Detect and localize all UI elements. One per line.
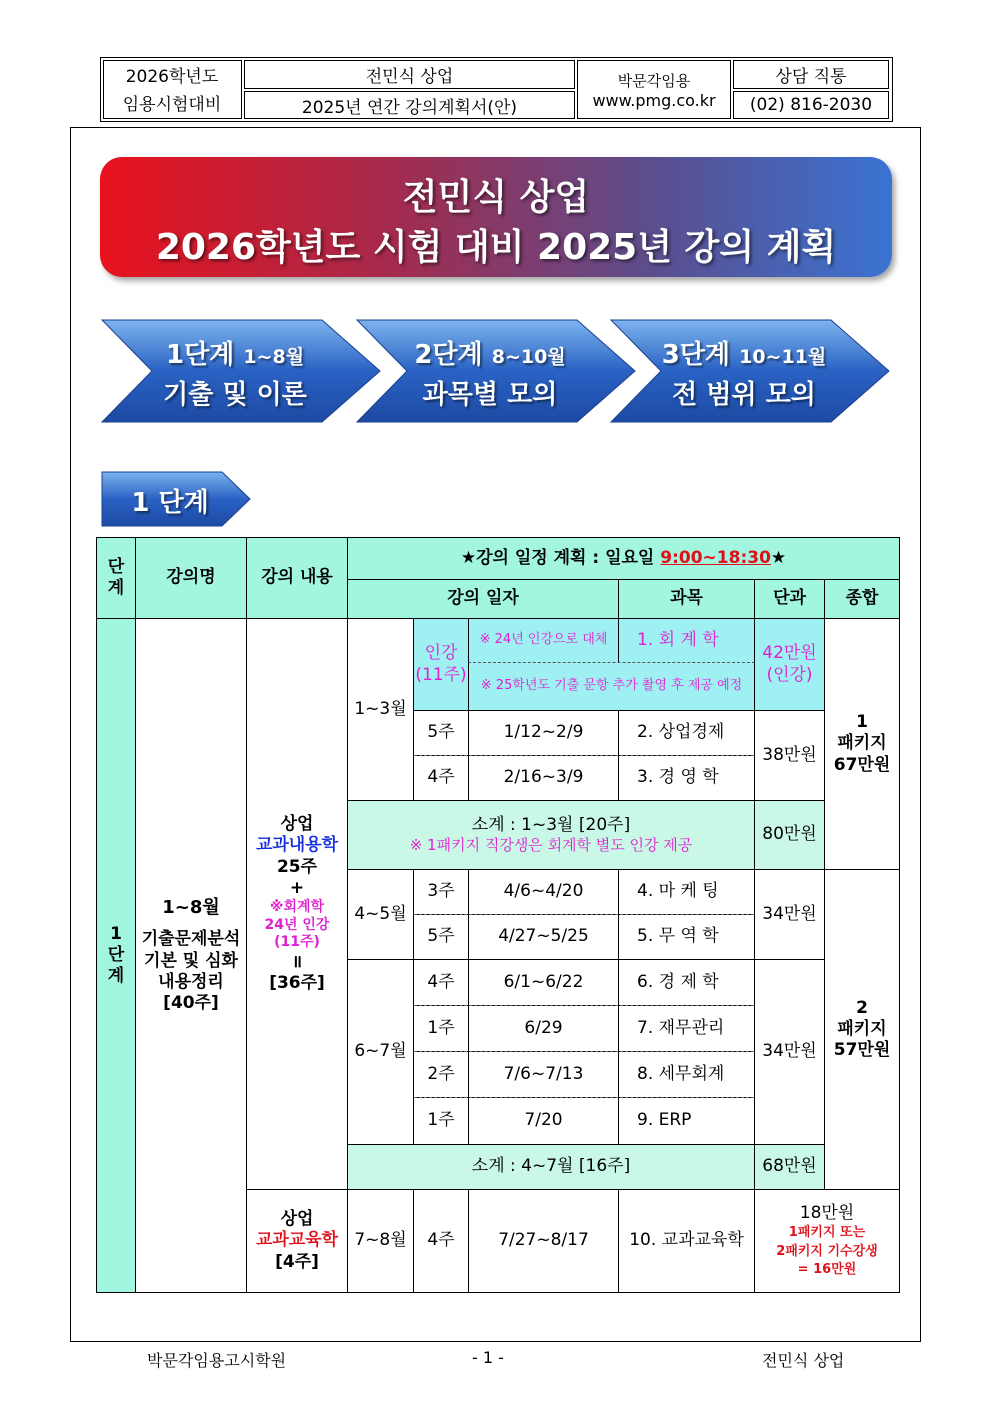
content-1-d: ※회계학 24년 인강 (11주) — [264, 899, 330, 950]
row-2-dates: 2/16~3/9 — [468, 755, 619, 801]
row-3-subject: 4. 마 케 팅 — [618, 869, 755, 915]
stage-3-arrow — [609, 318, 891, 424]
row-6-subject: 7. 재무관리 — [618, 1005, 755, 1052]
stage-2-period: 8~10월 — [491, 346, 566, 368]
row-3-dates: 4/6~4/20 — [468, 869, 619, 915]
th-schedule-suffix: ★ — [770, 547, 787, 568]
header-title-line2: 2025년 연간 강의계획서(안) — [244, 91, 575, 119]
row-5-dates: 6/1~6/22 — [468, 959, 619, 1006]
divider — [414, 1005, 754, 1006]
online-label: 인강 (11주) — [413, 618, 469, 711]
section-label-arrow — [100, 470, 252, 528]
th-stage: 단 계 — [96, 537, 136, 619]
content-1-b: 교과내용학 — [255, 835, 339, 856]
row-2-weeks: 4주 — [413, 755, 469, 801]
row-8-subject: 9. ERP — [618, 1097, 755, 1145]
row-9-subject: 10. 교과교육학 — [618, 1189, 755, 1293]
price-subtotal-2: 68만원 — [754, 1144, 825, 1190]
content-1-c: 25주 + — [276, 856, 318, 898]
online-subject: 1. 회 계 학 — [618, 618, 755, 663]
divider — [414, 1097, 754, 1098]
section-label: 1 단계 — [131, 488, 209, 518]
row-7-subject: 8. 세무회계 — [618, 1051, 755, 1098]
title-banner — [100, 157, 892, 277]
header-year-line1: 2026학년도 — [125, 67, 219, 87]
header-org-name: 박문각임용 — [617, 71, 691, 90]
row-4-weeks: 5주 — [413, 914, 469, 960]
subtotal-1-line2: ※ 1패키지 직강생은 회계학 별도 인강 제공 — [409, 836, 693, 855]
header-year-line2: 임용시험대비 — [122, 95, 222, 115]
course-period: 1~8월 — [162, 896, 220, 918]
month-4: 7~8월 — [347, 1189, 414, 1293]
th-dates: 강의 일자 — [347, 579, 619, 619]
row-7-weeks: 2주 — [413, 1051, 469, 1098]
stage-3-desc: 전 범위 모의 — [672, 380, 816, 410]
divider — [414, 914, 754, 915]
content-cell-1 — [246, 618, 348, 1190]
header-org — [577, 60, 731, 119]
th-schedule — [347, 537, 900, 580]
header-org-url[interactable]: www.pmg.co.kr — [592, 90, 716, 110]
content-1-a: 상업 — [280, 814, 314, 834]
footer-left: 박문각임용고시학원 — [147, 1351, 287, 1370]
row-8-weeks: 1주 — [413, 1097, 469, 1145]
row-6-weeks: 1주 — [413, 1005, 469, 1052]
price-1: 38만원 — [754, 710, 825, 801]
divider — [414, 1051, 754, 1052]
footer-right: 전민식 상업 — [762, 1351, 845, 1370]
subtotal-1 — [347, 800, 755, 870]
month-3: 6~7월 — [347, 959, 414, 1145]
banner-line2: 2026학년도 시험 대비 2025년 강의 계획 — [155, 227, 837, 268]
price-4-cell — [754, 1189, 900, 1293]
course-cell — [135, 618, 247, 1293]
content-2-c: [4주] — [275, 1251, 319, 1272]
content-2-a: 상업 — [280, 1209, 314, 1230]
th-total: 종합 — [824, 579, 900, 619]
online-note-2: ※ 25학년도 기출 문항 추가 촬영 후 제공 예정 — [468, 662, 755, 711]
package-2: 2 패키지 57만원 — [824, 869, 900, 1190]
header-contact-phone: (02) 816-2030 — [733, 91, 889, 119]
header-title-line1: 전민식 상업 — [244, 60, 575, 89]
row-6-dates: 6/29 — [468, 1005, 619, 1052]
subtotal-2: 소계 : 4~7월 [16주] — [347, 1144, 755, 1190]
th-content: 강의 내용 — [246, 537, 348, 619]
price-3: 34만원 — [754, 959, 825, 1145]
stage-1-period: 1~8월 — [243, 346, 305, 368]
price-4-note: 1패키지 또는 2패키지 기수강생 = 16만원 — [776, 1225, 878, 1277]
stage-1-desc: 기출 및 이론 — [163, 380, 307, 410]
row-8-dates: 7/20 — [468, 1097, 619, 1145]
th-course: 강의명 — [135, 537, 247, 619]
stage-2-title: 2단계 — [414, 340, 483, 370]
price-subtotal-1: 80만원 — [754, 800, 825, 870]
header-table — [100, 57, 893, 122]
header-year-box — [103, 60, 242, 119]
stage-2-arrow — [355, 318, 637, 424]
banner-line1: 전민식 상업 — [402, 177, 590, 218]
row-4-dates: 4/27~5/25 — [468, 914, 619, 960]
stage-2-desc: 과목별 모의 — [422, 380, 558, 410]
stage-3-title: 3단계 — [661, 340, 731, 370]
stage-3-period: 10~11월 — [739, 346, 827, 368]
row-4-subject: 5. 무 역 학 — [618, 914, 755, 960]
price-4: 18만원 — [799, 1203, 855, 1224]
course-desc: 기출문제분석 기본 및 심화 내용정리 [40주] — [141, 929, 241, 1013]
stage-1-arrow — [100, 318, 382, 424]
row-2-subject: 3. 경 영 학 — [618, 755, 755, 801]
th-schedule-time: 9:00~18:30 — [660, 547, 771, 568]
online-price: 42만원 (인강) — [754, 618, 825, 711]
th-price: 단과 — [754, 579, 825, 619]
row-5-weeks: 4주 — [413, 959, 469, 1006]
content-1-e: ॥ [36주] — [269, 951, 325, 993]
month-2: 4~5월 — [347, 869, 414, 960]
th-schedule-prefix: ★강의 일정 계획 : 일요일 — [460, 547, 661, 568]
package-1: 1 패키지 67만원 — [824, 618, 900, 870]
stage-1-title: 1단계 — [165, 340, 235, 370]
content-2-b: 교과교육학 — [255, 1230, 339, 1251]
row-3-weeks: 3주 — [413, 869, 469, 915]
footer-page: - 1 - — [472, 1348, 504, 1367]
row-1-dates: 1/12~2/9 — [468, 710, 619, 756]
row-1-subject: 2. 상업경제 — [618, 710, 755, 756]
content-cell-2 — [246, 1189, 348, 1293]
stage-cell: 1 단 계 — [96, 618, 136, 1293]
row-5-subject: 6. 경 제 학 — [618, 959, 755, 1006]
price-2: 34만원 — [754, 869, 825, 960]
divider — [414, 755, 754, 756]
row-7-dates: 7/6~7/13 — [468, 1051, 619, 1098]
online-note-1: ※ 24년 인강으로 대체 — [468, 618, 619, 663]
th-subject: 과목 — [618, 579, 755, 619]
row-9-dates: 7/27~8/17 — [468, 1189, 619, 1293]
row-1-weeks: 5주 — [413, 710, 469, 756]
subtotal-1-line1: 소계 : 1~3월 [20주] — [471, 815, 631, 835]
month-1: 1~3월 — [347, 618, 414, 801]
header-contact-label: 상담 직통 — [733, 60, 889, 89]
row-9-weeks: 4주 — [413, 1189, 469, 1293]
